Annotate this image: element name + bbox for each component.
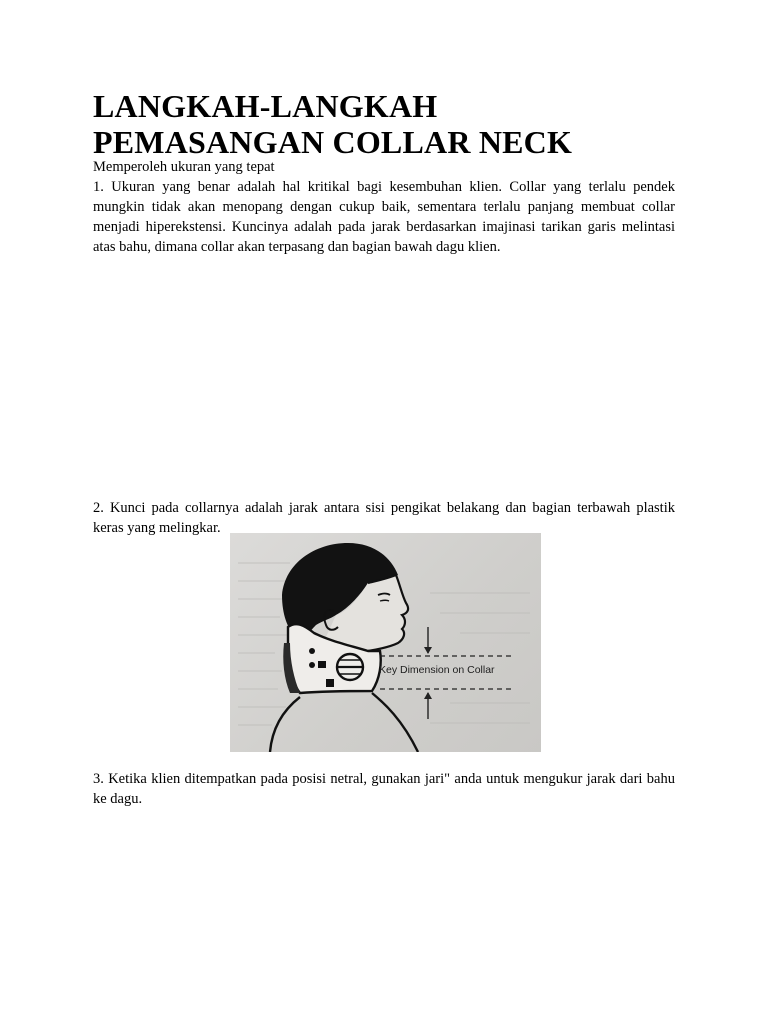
section-subtitle: Memperoleh ukuran yang tepat [93,159,275,175]
collar-illustration [230,533,541,752]
step-1-paragraph: 1. Ukuran yang benar adalah hal kritikal bagi kesembuhan klien. Collar yang terlalu pendek mungkin tidak akan menopang dengan cukup baik, sementara terlalu panjang membuat collar menjadi hiperekstensi. Kuncinya adalah pada jarak berdasarkan imajinasi tarikan garis melintasi atas bahu, dimana collar akan terpasang dan bagian bawah dagu klien. [93,179,675,255]
face-outline [368,575,408,651]
document-title [93,88,675,160]
title-line-2: PEMASANGAN COLLAR NECK [93,124,573,160]
shoulder-outline [270,693,418,752]
neck-collar-drawing [230,533,541,752]
step-3-paragraph: 3. Ketika klien ditempatkan pada posisi netral, gunakan jari" anda untuk mengukur jarak dari bahu ke dagu. [93,771,675,807]
step-2-paragraph: 2. Kunci pada collarnya adalah jarak antara sisi pengikat belakang dan bagian terbawah plastik keras yang melingkar. [93,500,675,536]
title-line-1: LANGKAH-LANGKAH [93,88,438,124]
figure-label: Key Dimension on Collar [379,664,495,676]
